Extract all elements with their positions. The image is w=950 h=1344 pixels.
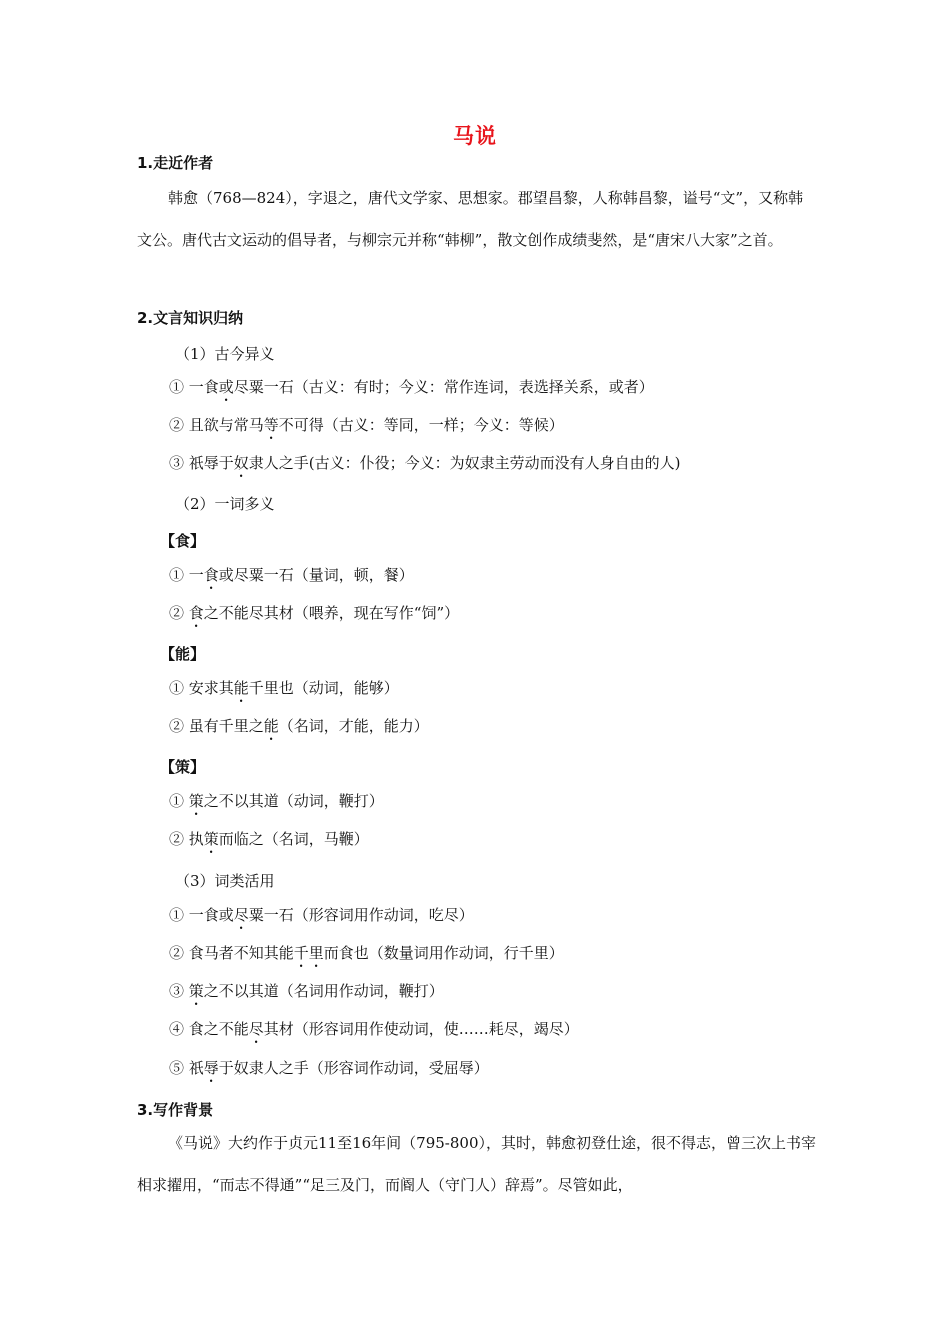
subheading-cileihuoyong: （3）词类活用 <box>175 872 275 890</box>
gujin-item: ② 且欲与常马等不可得（古义：等同，一样；今义：等候） <box>169 416 564 434</box>
huoyong-item: ⑤ 祇辱于奴隶人之手（形容词作动词，受屈辱） <box>169 1059 489 1077</box>
subheading-yiciduoyi: （2）一词多义 <box>175 495 275 513</box>
huoyong-item: ④ 食之不能尽其材（形容词用作使动词，使……耗尽，竭尽） <box>169 1020 579 1038</box>
background-paragraph: 《马说》大约作于贞元11至16年间（795-800），其时，韩愈初登仕途，很不得志，曾三次上书宰相求擢用，“而志不得通”“足三及门，而阍人（守门人）辞焉”。尽管如此， <box>137 1134 817 1194</box>
section-heading-knowledge: 2.文言知识归纳 <box>137 309 244 327</box>
subheading-gujin: （1）古今异义 <box>175 345 275 363</box>
author-paragraph: 韩愈（768—824），字退之，唐代文学家、思想家。郡望昌黎，人称韩昌黎，谥号“文”，又称韩文公。唐代古文运动的倡导者，与柳宗元并称“韩柳”，散文创作成绩斐然，是“唐宋八大家”之首。 <box>137 189 804 249</box>
gujin-item: ① 一食或尽粟一石（古义：有时；今义：常作连词，表选择关系，或者） <box>169 378 654 396</box>
huoyong-item: ① 一食或尽粟一石（形容词用作动词，吃尽） <box>169 906 474 924</box>
yiciduoyi-item: ① 安求其能千里也（动词，能够） <box>169 679 399 697</box>
section-heading-author: 1.走近作者 <box>137 154 214 172</box>
yiciduoyi-item: ① 一食或尽粟一石（量词，顿，餐） <box>169 566 414 584</box>
section-heading-background: 3.写作背景 <box>137 1101 214 1119</box>
page-title: 马说 <box>453 124 497 148</box>
yiciduoyi-item: ② 虽有千里之能（名词，才能，能力） <box>169 717 429 735</box>
yiciduoyi-item: ② 食之不能尽其材（喂养，现在写作“饲”） <box>169 604 460 622</box>
group-label-neng: 【能】 <box>160 645 206 663</box>
group-label-ce: 【策】 <box>160 758 206 776</box>
huoyong-item: ② 食马者不知其能千里而食也（数量词用作动词，行千里） <box>169 944 564 962</box>
group-label-shi: 【食】 <box>160 532 206 550</box>
yiciduoyi-item: ① 策之不以其道（动词，鞭打） <box>169 792 384 810</box>
yiciduoyi-item: ② 执策而临之（名词，马鞭） <box>169 830 369 848</box>
gujin-item: ③ 祇辱于奴隶人之手(古义：仆役；今义：为奴隶主劳动而没有人身自由的人) <box>169 454 681 472</box>
huoyong-item: ③ 策之不以其道（名词用作动词，鞭打） <box>169 982 444 1000</box>
